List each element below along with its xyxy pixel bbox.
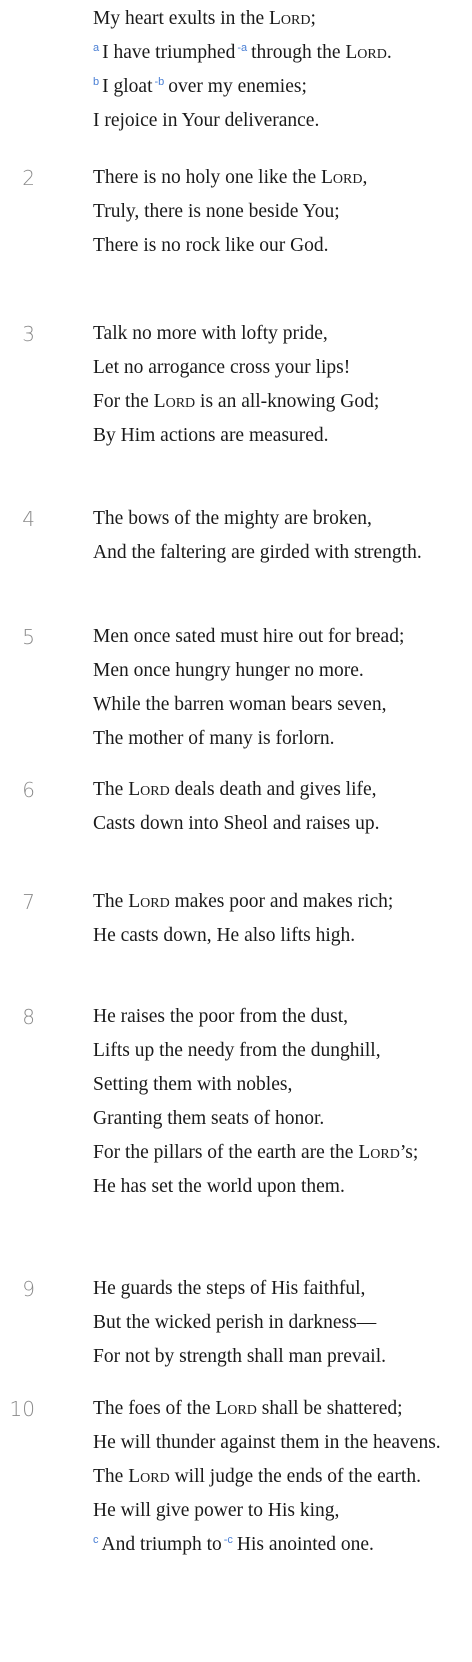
verse-line xyxy=(93,1136,472,1170)
verse-lines xyxy=(93,317,472,453)
line-text: The xyxy=(93,1466,129,1487)
verse-line xyxy=(93,1494,472,1528)
verse-line xyxy=(93,1460,472,1494)
verse-line xyxy=(93,351,472,385)
line-text: is an all-knowing God; xyxy=(195,391,380,412)
verse-line xyxy=(93,1000,472,1034)
verse-line xyxy=(93,502,472,536)
verse-lines xyxy=(93,161,472,263)
footnote-marker[interactable]: a xyxy=(93,41,100,54)
footnote-end-marker[interactable]: -a xyxy=(237,41,248,54)
verse-line xyxy=(93,161,472,195)
verse-lines xyxy=(93,502,472,570)
divine-name: Lord xyxy=(269,8,311,29)
verse-line xyxy=(93,1102,472,1136)
verse-lines xyxy=(93,1272,472,1374)
line-text: His anointed one. xyxy=(236,1534,374,1555)
verse-line xyxy=(93,1340,472,1374)
footnote-marker[interactable]: c xyxy=(93,1533,99,1546)
verse-number: 7 xyxy=(22,890,35,914)
line-text: I gloat xyxy=(102,76,153,97)
verse-line xyxy=(93,1068,472,1102)
verse-line xyxy=(93,1392,472,1426)
verse-line xyxy=(93,1528,472,1562)
verse-line xyxy=(93,1272,472,1306)
verse-line xyxy=(93,722,472,756)
verse-line xyxy=(93,773,472,807)
verse-line xyxy=(93,385,472,419)
verse-line xyxy=(93,919,472,953)
line-text: , xyxy=(362,167,368,188)
verse-line xyxy=(93,654,472,688)
verse-number: 10 xyxy=(9,1397,35,1421)
divine-name: Lord xyxy=(345,42,387,63)
divine-name: Lord xyxy=(128,779,170,800)
divine-name: Lord xyxy=(358,1142,400,1163)
verse-number: 9 xyxy=(22,1277,35,1301)
line-text: ’s; xyxy=(399,1142,419,1163)
verse-number: 2 xyxy=(22,166,35,190)
verse-line xyxy=(93,1034,472,1068)
line-text: ; xyxy=(310,8,316,29)
verse-line xyxy=(93,70,472,104)
divine-name: Lord xyxy=(153,391,196,412)
line-text: through the xyxy=(251,42,346,63)
line-text: He will thunder against them in the heavens. xyxy=(93,1432,441,1453)
verse-line xyxy=(93,688,472,722)
verse-line xyxy=(93,1170,472,1204)
line-text: The xyxy=(93,891,129,912)
line-text: Men once hungry hunger no more. xyxy=(93,660,364,681)
verse-lines xyxy=(93,620,472,756)
line-text: He has set the world upon them. xyxy=(93,1176,345,1197)
verse-line xyxy=(93,536,472,570)
line-text: The foes of the xyxy=(93,1398,216,1419)
verse-line xyxy=(93,317,472,351)
line-text: Casts down into Sheol and raises up. xyxy=(93,813,380,834)
line-text: For not by strength shall man prevail. xyxy=(93,1346,386,1367)
line-text: There is no holy one like the xyxy=(93,167,321,188)
divine-name: Lord xyxy=(320,167,363,188)
line-text: . xyxy=(386,42,392,63)
line-text: He will give power to His king, xyxy=(93,1500,340,1521)
line-text: will judge the ends of the earth. xyxy=(169,1466,421,1487)
verse-number: 8 xyxy=(22,1005,35,1029)
line-text: For the pillars of the earth are the xyxy=(93,1142,359,1163)
verse-line xyxy=(93,36,472,70)
verse-line xyxy=(93,419,472,453)
line-text: By Him actions are measured. xyxy=(93,425,329,446)
verse-number: 4 xyxy=(22,507,35,531)
line-text: Setting them with nobles, xyxy=(93,1074,293,1095)
line-text: There is no rock like our God. xyxy=(93,235,329,256)
footnote-end-marker[interactable]: -b xyxy=(154,75,165,88)
footnote-marker[interactable]: b xyxy=(93,75,100,88)
verse-line xyxy=(93,807,472,841)
line-text: And the faltering are girded with strength. xyxy=(93,542,422,563)
line-text: My heart exults in the xyxy=(93,8,270,29)
verse-lines xyxy=(93,1000,472,1204)
line-text: I rejoice in Your deliverance. xyxy=(93,110,320,131)
divine-name: Lord xyxy=(215,1398,257,1419)
line-text: He casts down, He also lifts high. xyxy=(93,925,356,946)
verse-lines xyxy=(93,885,472,953)
verse-line xyxy=(93,104,472,138)
verse-lines xyxy=(93,1392,472,1562)
line-text: For the xyxy=(93,391,154,412)
line-text: He guards the steps of His faithful, xyxy=(93,1278,366,1299)
verse-line xyxy=(93,1306,472,1340)
line-text: makes poor and makes rich; xyxy=(169,891,394,912)
line-text: He raises the poor from the dust, xyxy=(93,1006,349,1027)
line-text: Lifts up the needy from the dunghill, xyxy=(93,1040,381,1061)
line-text: shall be shattered; xyxy=(256,1398,403,1419)
line-text: I have triumphed xyxy=(102,42,236,63)
verse-line xyxy=(93,229,472,263)
verse-number: 5 xyxy=(22,625,35,649)
verse-number: 3 xyxy=(22,322,35,346)
verse-line xyxy=(93,885,472,919)
line-text: And triumph to xyxy=(101,1534,222,1555)
line-text: Truly, there is none beside You; xyxy=(93,201,340,222)
line-text: But the wicked perish in darkness— xyxy=(93,1312,377,1333)
divine-name: Lord xyxy=(128,891,170,912)
line-text: The bows of the mighty are broken, xyxy=(93,508,372,529)
line-text: The xyxy=(93,779,129,800)
line-text: Let no arrogance cross your lips! xyxy=(93,357,351,378)
line-text: Talk no more with lofty pride, xyxy=(93,323,328,344)
verse-line xyxy=(93,195,472,229)
verse-line xyxy=(93,620,472,654)
verse-lines xyxy=(93,2,472,138)
verse-number: 6 xyxy=(22,778,35,802)
verse-lines xyxy=(93,773,472,841)
line-text: Men once sated must hire out for bread; xyxy=(93,626,405,647)
verse-line xyxy=(93,2,472,36)
footnote-end-marker[interactable]: -c xyxy=(223,1533,233,1546)
line-text: over my enemies; xyxy=(168,76,307,97)
verse-line xyxy=(93,1426,472,1460)
line-text: The mother of many is forlorn. xyxy=(93,728,335,749)
line-text: Granting them seats of honor. xyxy=(93,1108,325,1129)
divine-name: Lord xyxy=(128,1466,170,1487)
line-text: While the barren woman bears seven, xyxy=(93,694,387,715)
line-text: deals death and gives life, xyxy=(169,779,377,800)
